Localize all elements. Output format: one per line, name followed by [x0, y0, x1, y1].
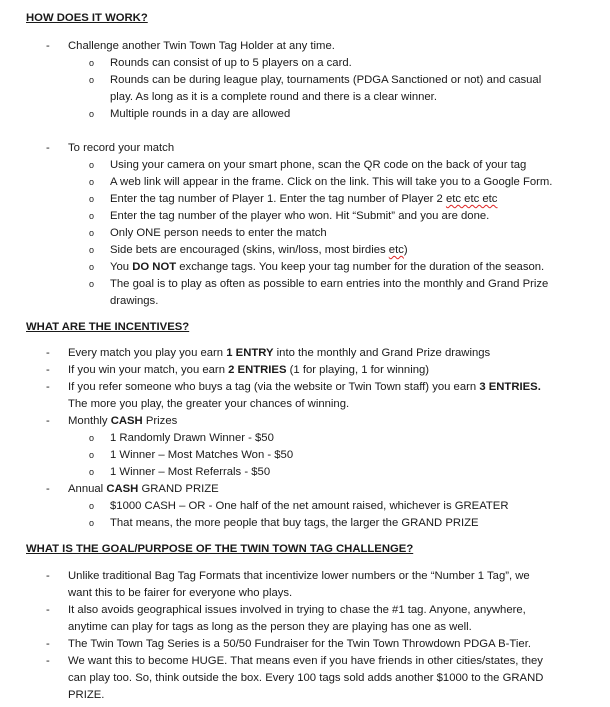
dash-bullet: - — [46, 415, 50, 427]
circle-bullet: o — [89, 228, 95, 238]
bullet-goal: The Twin Town Tag Series is a 50/50 Fundraiser for the Twin Town Throwdown PDGA B-Tier. — [68, 638, 531, 650]
sub-bullet: $1000 CASH – OR - One half of the net amount raised, whichever is GREATER — [110, 500, 509, 512]
text: GRAND PRIZE — [138, 483, 219, 495]
dash-bullet: - — [46, 381, 50, 393]
circle-bullet: o — [89, 279, 95, 289]
bullet-record-match: To record your match — [68, 142, 175, 154]
bullet-continuation: can play too. So, think outside the box. Every 100 tags sold adds another $1000 to the GRAND — [68, 672, 544, 684]
bold-text: CASH — [110, 415, 143, 427]
sub-bullet-text: Side bets are encouraged (skins, win/loss, most birdies — [110, 244, 389, 256]
text: Prizes — [142, 415, 178, 427]
sub-bullet-text: You — [110, 261, 133, 273]
sub-bullet: Enter the tag number of the player who won. Hit “Submit” and you are done. — [110, 210, 490, 222]
spellcheck-text: etc — [388, 244, 404, 256]
heading-goal-purpose: WHAT IS THE GOAL/PURPOSE OF THE TWIN TOWN TAG CHALLENGE? — [26, 543, 414, 555]
circle-bullet: o — [89, 211, 95, 221]
sub-bullet-continuation: play. As long as it is a complete round and there is a clear winner. — [110, 91, 437, 103]
sub-bullet: The goal is to play as often as possible to earn entries into the monthly and Grand Prize — [110, 278, 549, 290]
bullet-goal: It also avoids geographical issues involved in trying to chase the #1 tag. Anyone, anywhere, — [68, 604, 526, 616]
circle-bullet: o — [89, 501, 95, 511]
bullet-continuation: anytime can play for tags as long as the person they are playing has one as well. — [68, 621, 472, 633]
sub-bullet: 1 Randomly Drawn Winner - $50 — [110, 432, 274, 444]
heading-incentives: WHAT ARE THE INCENTIVES? — [26, 321, 190, 333]
sub-bullet-bold: DO NOT — [132, 261, 177, 273]
sub-bullet: 1 Winner – Most Matches Won - $50 — [110, 449, 294, 461]
bullet-monthly-prizes — [68, 413, 177, 430]
bold-text: 1 ENTRY — [226, 347, 274, 359]
dash-bullet: - — [46, 40, 50, 52]
text: into the monthly and Grand Prize drawings — [273, 347, 491, 359]
sub-bullet-text: Enter the tag number of Player 1. Enter the tag number of Player 2 — [110, 193, 446, 205]
text: If you refer someone who buys a tag (via the website or Twin Town staff) you earn — [68, 381, 480, 393]
sub-bullet: That means, the more people that buy tags, the larger the GRAND PRIZE — [110, 517, 479, 529]
dash-bullet: - — [46, 347, 50, 359]
sub-bullet — [110, 259, 544, 276]
sub-bullet-text: ) — [403, 244, 408, 256]
sub-bullet — [110, 191, 497, 208]
bullet-goal: We want this to become HUGE. That means even if you have friends in other cities/states, they — [68, 655, 543, 667]
dash-bullet: - — [46, 638, 50, 650]
dash-bullet: - — [46, 604, 50, 616]
bullet-continuation: want this to be fairer for everyone who plays. — [68, 587, 293, 599]
bullet-annual-prize — [68, 481, 219, 498]
circle-bullet: o — [89, 450, 95, 460]
bold-text: 3 ENTRIES. — [479, 381, 541, 393]
text: (1 for playing, 1 for winning) — [286, 364, 430, 376]
circle-bullet: o — [89, 433, 95, 443]
sub-bullet: Multiple rounds in a day are allowed — [110, 108, 291, 120]
text: Annual — [68, 483, 107, 495]
sub-bullet-continuation: drawings. — [110, 295, 159, 307]
dash-bullet: - — [46, 483, 50, 495]
bullet-incentive — [68, 345, 490, 362]
circle-bullet: o — [89, 75, 95, 85]
sub-bullet-text: exchange tags. You keep your tag number for the duration of the season. — [176, 261, 545, 273]
bullet-goal: Unlike traditional Bag Tag Formats that incentivize lower numbers or the “Number 1 Tag”, we — [68, 570, 530, 582]
circle-bullet: o — [89, 58, 95, 68]
heading-how-does-it-work: HOW DOES IT WORK? — [26, 12, 148, 24]
bullet-incentive — [68, 379, 541, 396]
circle-bullet: o — [89, 467, 95, 477]
circle-bullet: o — [89, 518, 95, 528]
sub-bullet: A web link will appear in the frame. Click on the link. This will take you to a Google Form. — [110, 176, 553, 188]
text: If you win your match, you earn — [68, 364, 229, 376]
bullet-incentive — [68, 362, 429, 379]
circle-bullet: o — [89, 262, 95, 272]
text: Every match you play you earn — [68, 347, 227, 359]
text: Monthly — [68, 415, 111, 427]
bold-text: CASH — [106, 483, 139, 495]
bold-text: 2 ENTRIES — [228, 364, 287, 376]
dash-bullet: - — [46, 570, 50, 582]
sub-bullet: 1 Winner – Most Referrals - $50 — [110, 466, 271, 478]
sub-bullet: Rounds can be during league play, tournaments (PDGA Sanctioned or not) and casual — [110, 74, 542, 86]
sub-bullet: Using your camera on your smart phone, scan the QR code on the back of your tag — [110, 159, 527, 171]
circle-bullet: o — [89, 194, 95, 204]
dash-bullet: - — [46, 142, 50, 154]
sub-bullet: Rounds can consist of up to 5 players on a card. — [110, 57, 352, 69]
sub-bullet: Only ONE person needs to enter the match — [110, 227, 327, 239]
dash-bullet: - — [46, 655, 50, 667]
circle-bullet: o — [89, 109, 95, 119]
circle-bullet: o — [89, 245, 95, 255]
bullet-continuation: PRIZE. — [68, 689, 105, 701]
circle-bullet: o — [89, 160, 95, 170]
dash-bullet: - — [46, 364, 50, 376]
bullet-continuation: The more you play, the greater your chances of winning. — [68, 398, 350, 410]
spellcheck-text: etc etc etc — [445, 193, 498, 205]
bullet-challenge: Challenge another Twin Town Tag Holder at any time. — [68, 40, 335, 52]
sub-bullet — [110, 242, 408, 259]
circle-bullet: o — [89, 177, 95, 187]
